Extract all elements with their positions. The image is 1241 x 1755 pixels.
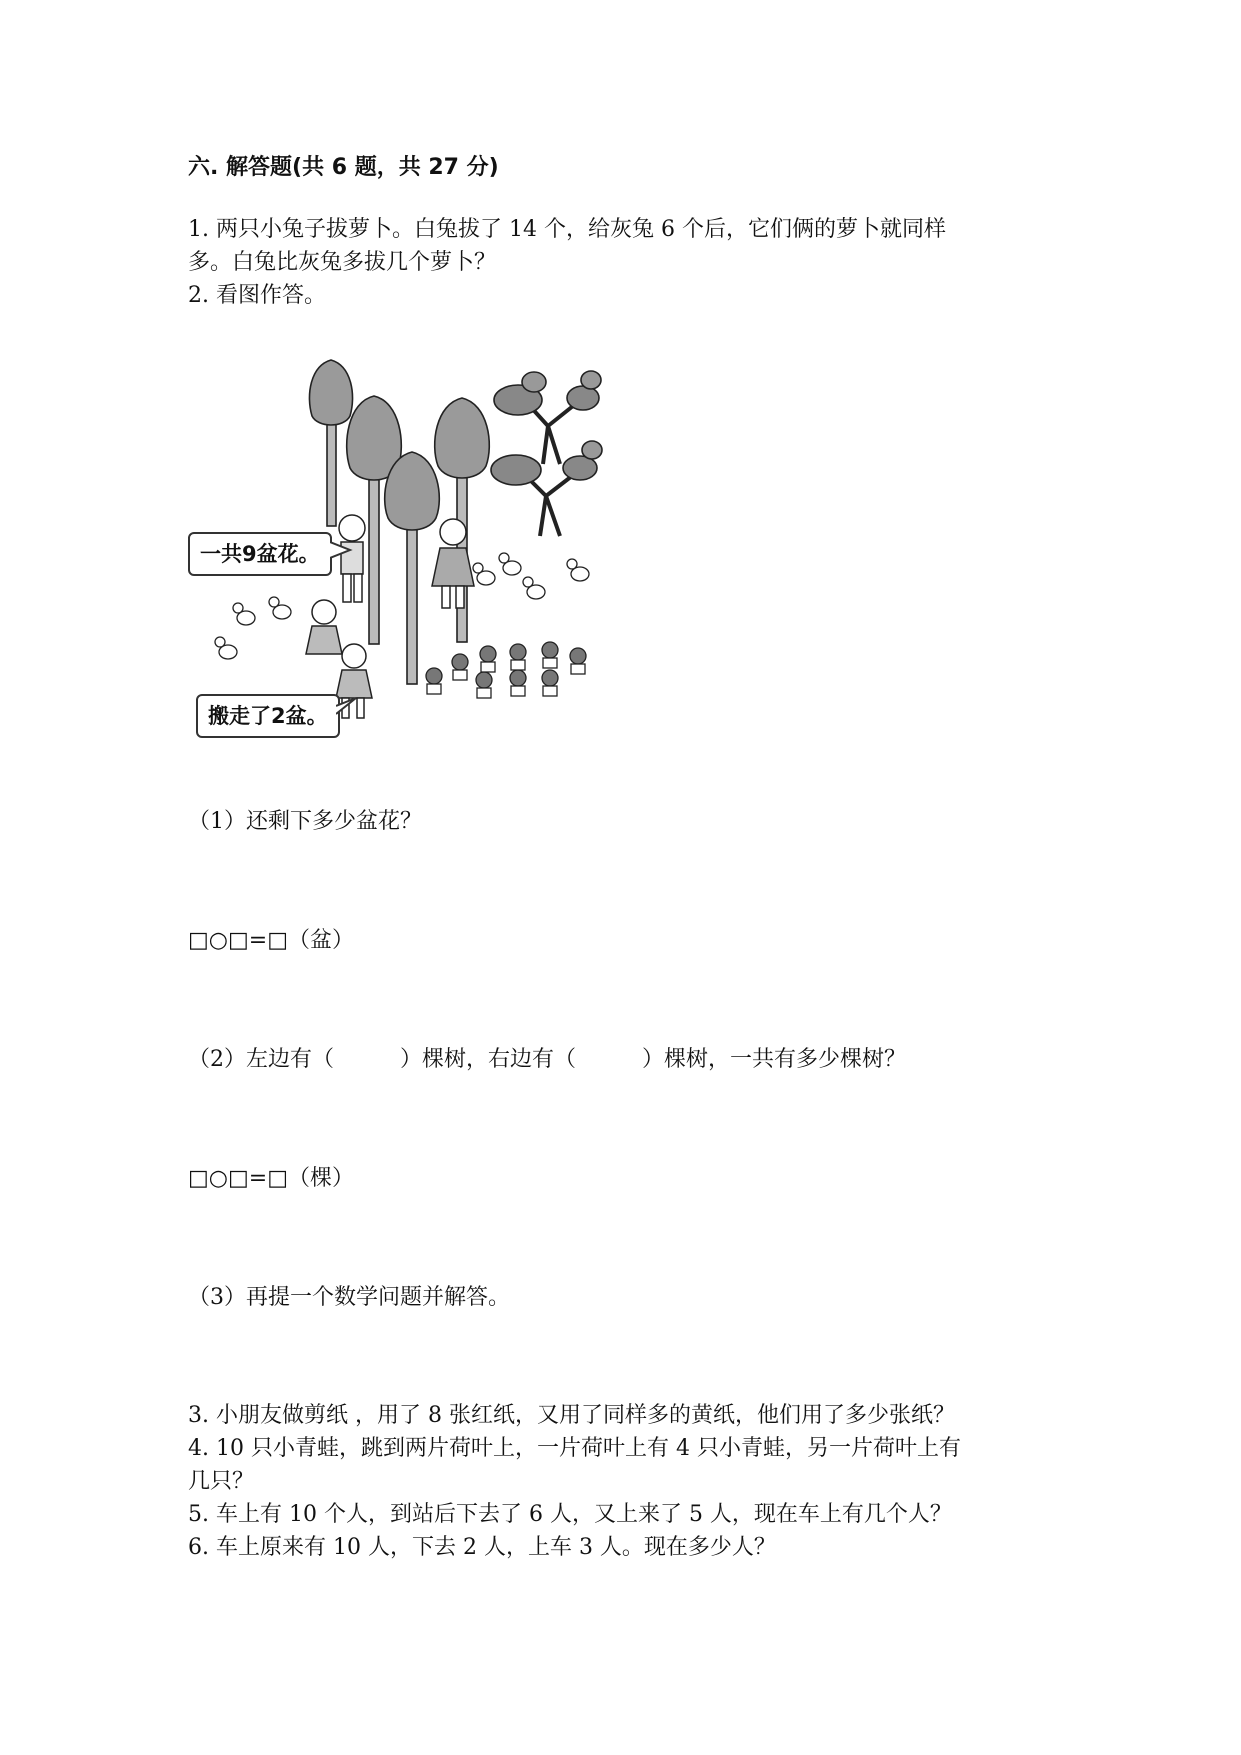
question-6: 6. 车上原来有 10 人，下去 2 人，上车 3 人。现在多少人？	[188, 1535, 776, 1560]
flower-pots	[426, 642, 586, 698]
speech-bubble-total: 一共9盆花。	[188, 532, 332, 576]
speech-bubble-moved: 搬走了2盆。	[196, 694, 340, 738]
section-title: 六. 解答题(共 6 题，共 27 分)	[188, 155, 499, 180]
question-4-line-2: 几只？	[188, 1469, 255, 1494]
question-2-title: 2. 看图作答。	[188, 283, 326, 308]
question-2-equation-2: □○□=□（棵）	[188, 1166, 354, 1191]
question-2-sub-1: （1）还剩下多少盆花？	[188, 809, 422, 834]
speech-bubble-tail-bottom	[336, 696, 360, 720]
question-2-sub-2: （2）左边有（ ）棵树，右边有（ ）棵树，一共有多少棵树？	[188, 1047, 906, 1072]
question-1-line-2: 多。白兔比灰兔多拔几个萝卜？	[188, 250, 497, 275]
speech-bubble-tail-top	[330, 540, 354, 564]
question-2-equation-1: □○□=□（盆）	[188, 928, 354, 953]
question-4-line-1: 4. 10 只小青蛙，跳到两片荷叶上，一片荷叶上有 4 只小青蛙，另一片荷叶上有	[188, 1436, 961, 1461]
branching-trees	[491, 371, 602, 536]
question-5: 5. 车上有 10 个人，到站后下去了 6 人，又上来了 5 人，现在车上有几个人？	[188, 1502, 952, 1527]
question-3: 3. 小朋友做剪纸 ，用了 8 张红纸，又用了同样多的黄纸，他们用了多少张纸？	[188, 1403, 955, 1428]
question-1-line-1: 1. 两只小兔子拔萝卜。白兔拔了 14 个，给灰兔 6 个后，它们俩的萝卜就同样	[188, 217, 946, 242]
question-2-sub-3: （3）再提一个数学问题并解答。	[188, 1285, 510, 1310]
question-2-illustration	[188, 356, 620, 748]
